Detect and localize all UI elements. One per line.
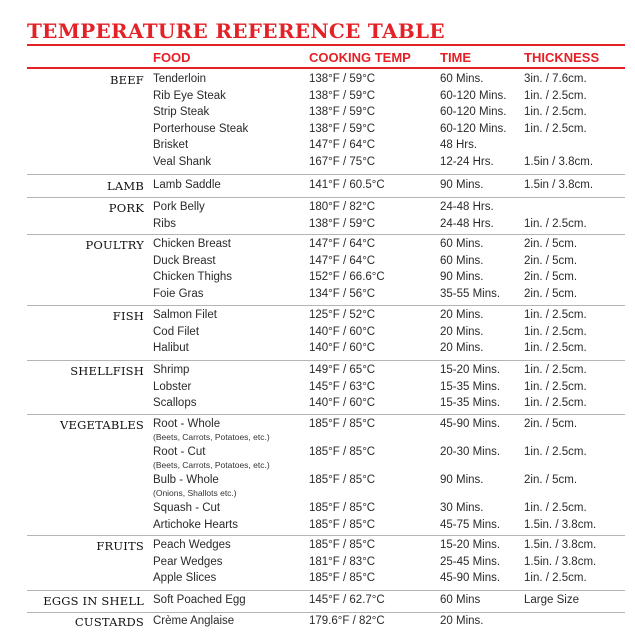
thickness-value: 1in. / 2.5cm.: [524, 397, 587, 409]
cooking-temp-value: 147°F / 64°C: [309, 254, 376, 267]
cooking-temp-value: 149°F / 65°C: [309, 364, 376, 376]
column-header-food: FOOD: [153, 50, 191, 65]
cooking-temp-value: 125°F / 52°C: [309, 309, 376, 321]
category-divider: [27, 612, 625, 613]
food-note: (Onions, Shallots etc.): [153, 488, 237, 498]
category-label: SHELLFISH: [70, 364, 144, 378]
time-value: 60 Mins.: [440, 73, 484, 85]
food-name: Scallops: [153, 397, 197, 409]
food-name: Cod Filet: [153, 325, 200, 338]
food-name: Artichoke Hearts: [153, 518, 239, 531]
food-name: Lobster: [153, 380, 192, 393]
header-divider: [27, 67, 625, 69]
cooking-temp-value: 147°F / 64°C: [309, 139, 376, 151]
thickness-value: 1.5in / 3.8cm.: [524, 179, 594, 191]
cooking-temp-value: 185°F / 85°C: [309, 474, 376, 486]
time-value: 60 Mins.: [440, 238, 484, 250]
time-value: 20 Mins.: [440, 309, 484, 321]
food-name: Crème Anglaise: [153, 615, 235, 627]
cooking-temp-value: 181°F / 83°C: [309, 555, 376, 568]
category-divider: [27, 360, 625, 361]
food-name: Pork Belly: [153, 201, 205, 213]
time-value: 60-120 Mins.: [440, 122, 507, 135]
time-value: 24-48 Hrs.: [440, 217, 494, 230]
category-divider: [27, 305, 625, 306]
column-header-time: TIME: [440, 50, 472, 65]
time-value: 12-24 Hrs.: [440, 155, 494, 168]
thickness-value: Large Size: [524, 594, 579, 606]
food-name: Soft Poached Egg: [153, 594, 246, 606]
time-value: 20 Mins.: [440, 325, 484, 338]
thickness-value: 2in. / 5cm.: [524, 254, 578, 267]
food-name: Chicken Breast: [153, 238, 231, 250]
thickness-value: 1in. / 2.5cm.: [524, 217, 587, 230]
cooking-temp-value: 138°F / 59°C: [309, 217, 376, 230]
category-label: LAMB: [107, 179, 144, 193]
category-label: VEGETABLES: [60, 418, 144, 432]
time-value: 15-20 Mins.: [440, 539, 501, 551]
time-value: 60-120 Mins.: [440, 106, 507, 118]
thickness-value: 2in. / 5cm.: [524, 287, 578, 300]
category-label: POULTRY: [85, 238, 144, 252]
thickness-value: 1in. / 2.5cm.: [524, 446, 587, 458]
time-value: 48 Hrs.: [440, 139, 478, 151]
category-label: FRUITS: [96, 539, 144, 553]
category-divider: [27, 197, 625, 198]
food-name: Strip Steak: [153, 106, 210, 118]
food-name: Squash - Cut: [153, 502, 221, 514]
cooking-temp-value: 152°F / 66.6°C: [309, 271, 385, 283]
page-title: TEMPERATURE REFERENCE TABLE: [27, 19, 445, 43]
category-label: BEEF: [109, 73, 144, 87]
thickness-value: 1in. / 2.5cm.: [524, 325, 587, 338]
thickness-value: 1.5in. / 3.8cm.: [524, 518, 597, 531]
cooking-temp-value: 185°F / 85°C: [309, 539, 376, 551]
cooking-temp-value: 145°F / 62.7°C: [309, 594, 385, 606]
thickness-value: 1.5in. / 3.8cm.: [524, 555, 597, 568]
food-name: Salmon Filet: [153, 309, 217, 321]
cooking-temp-value: 185°F / 85°C: [309, 518, 376, 531]
time-value: 45-90 Mins.: [440, 418, 501, 430]
thickness-value: 2in. / 5cm.: [524, 474, 578, 486]
food-name: Tenderloin: [153, 73, 207, 85]
food-name: Root - Cut: [153, 446, 206, 458]
time-value: 20 Mins.: [440, 615, 484, 627]
food-name: Root - Whole: [153, 418, 221, 430]
time-value: 24-48 Hrs.: [440, 201, 494, 213]
time-value: 15-35 Mins.: [440, 397, 501, 409]
cooking-temp-value: 138°F / 59°C: [309, 122, 376, 135]
thickness-value: 1in. / 2.5cm.: [524, 380, 587, 393]
food-name: Halibut: [153, 342, 189, 354]
food-name: Rib Eye Steak: [153, 89, 226, 102]
cooking-temp-value: 138°F / 59°C: [309, 73, 376, 85]
category-label: CUSTARDS: [74, 615, 144, 629]
time-value: 15-20 Mins.: [440, 364, 501, 376]
category-divider: [27, 414, 625, 415]
category-divider: [27, 535, 625, 536]
column-header-cooking-temp: COOKING TEMP: [309, 50, 411, 65]
food-name: Bulb - Whole: [153, 474, 219, 486]
time-value: 60-120 Mins.: [440, 89, 507, 102]
food-name: Peach Wedges: [153, 539, 231, 551]
thickness-value: 1in. / 2.5cm.: [524, 342, 587, 354]
thickness-value: 1in. / 2.5cm.: [524, 122, 587, 135]
cooking-temp-value: 179.6°F / 82°C: [309, 615, 385, 627]
thickness-value: 1in. / 2.5cm.: [524, 106, 587, 118]
thickness-value: 1.5in / 3.8cm.: [524, 155, 594, 168]
cooking-temp-value: 145°F / 63°C: [309, 380, 376, 393]
category-label: FISH: [112, 309, 144, 323]
category-divider: [27, 174, 625, 175]
cooking-temp-value: 140°F / 60°C: [309, 325, 376, 338]
time-value: 20 Mins.: [440, 342, 484, 354]
food-name: Chicken Thighs: [153, 271, 233, 283]
time-value: 25-45 Mins.: [440, 555, 501, 568]
time-value: 90 Mins.: [440, 179, 484, 191]
thickness-value: 1in. / 2.5cm.: [524, 309, 587, 321]
thickness-value: 1in. / 2.5cm.: [524, 89, 587, 102]
food-name: Ribs: [153, 217, 177, 230]
cooking-temp-value: 140°F / 60°C: [309, 397, 376, 409]
column-header-thickness: THICKNESS: [524, 50, 600, 65]
time-value: 90 Mins.: [440, 474, 484, 486]
time-value: 35-55 Mins.: [440, 287, 501, 300]
thickness-value: 2in. / 5cm.: [524, 238, 578, 250]
cooking-temp-value: 141°F / 60.5°C: [309, 179, 385, 191]
time-value: 60 Mins.: [440, 254, 484, 267]
food-name: Lamb Saddle: [153, 179, 221, 191]
time-value: 45-90 Mins.: [440, 572, 501, 584]
cooking-temp-value: 180°F / 82°C: [309, 201, 376, 213]
thickness-value: 1in. / 2.5cm.: [524, 572, 587, 584]
cooking-temp-value: 167°F / 75°C: [309, 155, 376, 168]
thickness-value: 1in. / 2.5cm.: [524, 502, 587, 514]
cooking-temp-value: 138°F / 59°C: [309, 89, 376, 102]
cooking-temp-value: 138°F / 59°C: [309, 106, 376, 118]
category-divider: [27, 234, 625, 235]
food-note: (Beets, Carrots, Potatoes, etc.): [153, 460, 270, 470]
food-name: Porterhouse Steak: [153, 122, 249, 135]
cooking-temp-value: 185°F / 85°C: [309, 446, 376, 458]
cooking-temp-value: 147°F / 64°C: [309, 238, 376, 250]
thickness-value: 1in. / 2.5cm.: [524, 364, 587, 376]
food-name: Brisket: [153, 139, 189, 151]
time-value: 15-35 Mins.: [440, 380, 501, 393]
thickness-value: 2in. / 5cm.: [524, 418, 578, 430]
thickness-value: 3in. / 7.6cm.: [524, 73, 587, 85]
cooking-temp-value: 134°F / 56°C: [309, 287, 376, 300]
food-name: Apple Slices: [153, 572, 217, 584]
food-name: Foie Gras: [153, 287, 204, 300]
cooking-temp-value: 185°F / 85°C: [309, 418, 376, 430]
thickness-value: 2in. / 5cm.: [524, 271, 578, 283]
category-divider: [27, 590, 625, 591]
time-value: 60 Mins: [440, 594, 481, 606]
food-name: Veal Shank: [153, 155, 212, 168]
food-name: Shrimp: [153, 364, 190, 376]
food-note: (Beets, Carrots, Potatoes, etc.): [153, 432, 270, 442]
cooking-temp-value: 185°F / 85°C: [309, 502, 376, 514]
category-label: EGGS IN SHELL: [43, 594, 144, 608]
time-value: 90 Mins.: [440, 271, 484, 283]
time-value: 20-30 Mins.: [440, 446, 501, 458]
title-divider: [27, 44, 625, 46]
time-value: 45-75 Mins.: [440, 518, 501, 531]
cooking-temp-value: 140°F / 60°C: [309, 342, 376, 354]
time-value: 30 Mins.: [440, 502, 484, 514]
cooking-temp-value: 185°F / 85°C: [309, 572, 376, 584]
food-name: Pear Wedges: [153, 555, 223, 568]
category-label: PORK: [108, 201, 144, 215]
food-name: Duck Breast: [153, 254, 216, 267]
thickness-value: 1.5in. / 3.8cm.: [524, 539, 597, 551]
